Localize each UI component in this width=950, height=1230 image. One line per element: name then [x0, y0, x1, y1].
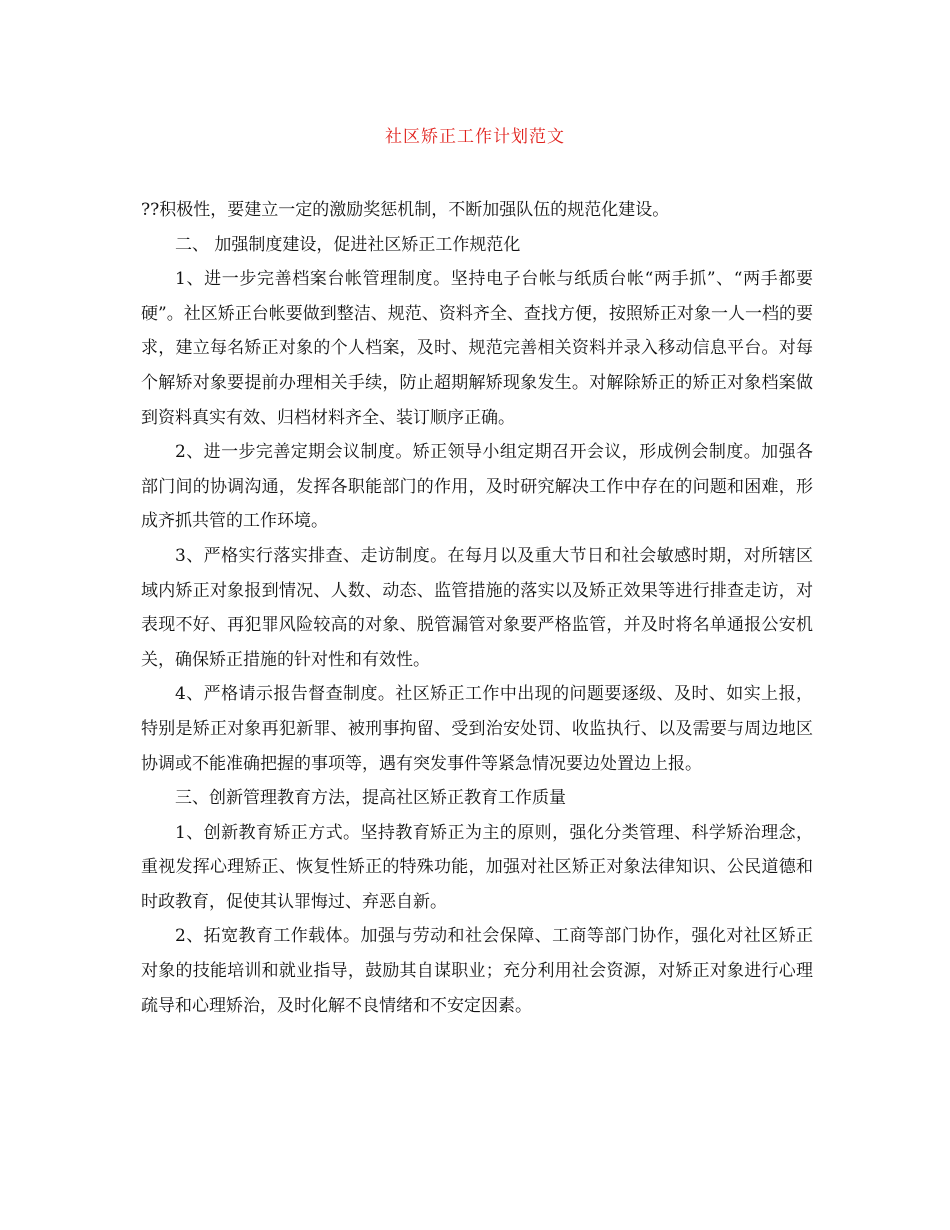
paragraph-meeting-system: 2、进一步完善定期会议制度。矫正领导小组定期召开会议，形成例会制度。加强各部门间的协调沟通，发挥各职能部门的作用，及时研究解决工作中存在的问题和困难，形成齐抓共管的工作环境。 — [141, 442, 813, 532]
paragraph-inspection-system: 3、严格实行落实排查、走访制度。在每月以及重大节日和社会敏感时期，对所辖区域内矫正对象报到情况、人数、动态、监管措施的落实以及矫正效果等进行排查走访，对表现不好、再犯罪风险较高的对象、脱管漏管对象要严格监管，并及时将名单通报公安机关，确保矫正措施的针对性和有效性。 — [141, 545, 813, 670]
paragraph-education-method: 1、创新教育矫正方式。坚持教育矫正为主的原则，强化分类管理、科学矫治理念，重视发挥心理矫正、恢复性矫正的特殊功能，加强对社区矫正对象法律知识、公民道德和时政教育，促使其认罪悔过、弃恶自新。 — [141, 822, 813, 912]
section-heading-2: 二、 加强制度建设，促进社区矫正工作规范化 — [175, 234, 521, 255]
paragraph-continuation: ??积极性，要建立一定的激励奖惩机制，不断加强队伍的规范化建设。 — [141, 200, 670, 220]
paragraph-education-carrier: 2、拓宽教育工作载体。加强与劳动和社会保障、工商等部门协作，强化对社区矫正对象的技能培训和就业指导，鼓励其自谋职业；充分利用社会资源，对矫正对象进行心理疏导和心理矫治，及时化解不良情绪和不安定因素。 — [141, 926, 813, 1016]
document-title: 社区矫正工作计划范文 — [385, 127, 565, 147]
section-heading-3: 三、创新管理教育方法，提高社区矫正教育工作质量 — [175, 788, 566, 809]
paragraph-reporting-system: 4、严格请示报告督查制度。社区矫正工作中出现的问题要逐级、及时、如实上报，特别是矫正对象再犯新罪、被刑事拘留、受到治安处罚、收监执行、以及需要与周边地区协调或不能准确把握的事项等，遇有突发事件等紧急情况要边处置边上报。 — [141, 684, 813, 774]
document-body — [141, 193, 813, 1023]
paragraph-archive-system: 1、进一步完善档案台帐管理制度。坚持电子台帐与纸质台帐“两手抓”、“两手都要硬”。社区矫正台帐要做到整洁、规范、资料齐全、查找方便，按照矫正对象一人一档的要求，建立每名矫正对象的个人档案，及时、规范完善相关资料并录入移动信息平台。对每个解矫对象要提前办理相关手续，防止超期解矫现象发生。对解除矫正的矫正对象档案做到资料真实有效、归档材料齐全、装订顺序正确。 — [141, 269, 813, 428]
